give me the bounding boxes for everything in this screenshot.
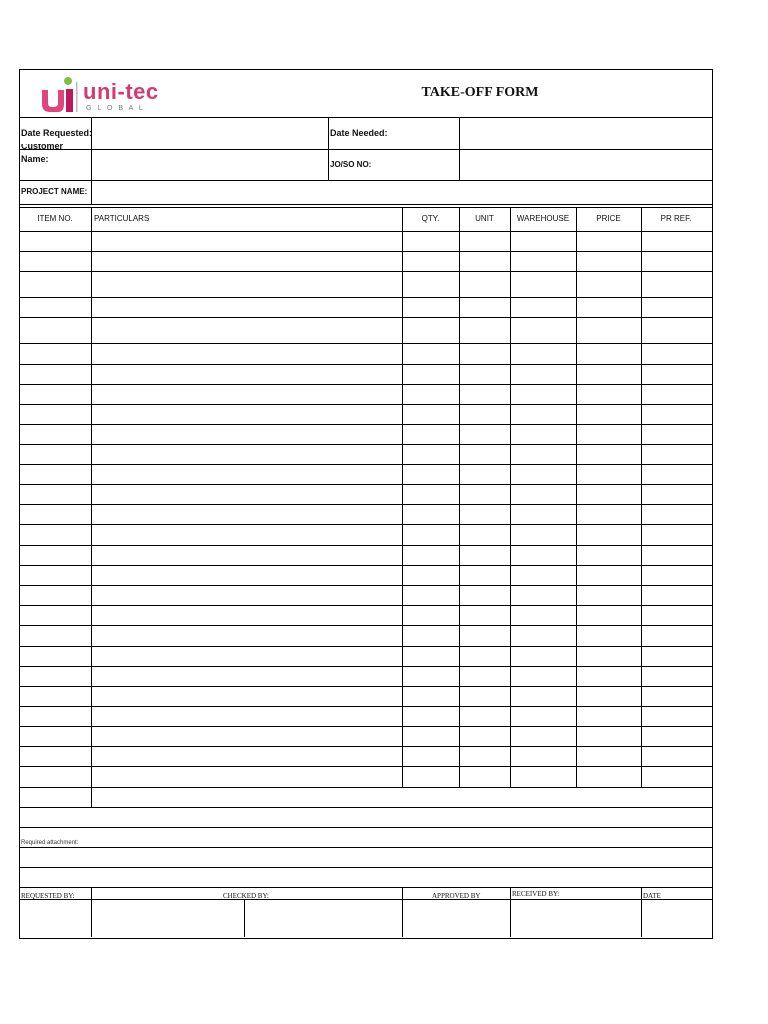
table-row xyxy=(19,343,712,344)
date-label: DATE xyxy=(643,892,661,900)
customer-name-field[interactable] xyxy=(92,150,328,180)
table-row xyxy=(19,504,712,505)
table-row xyxy=(19,827,712,828)
table-row xyxy=(19,364,712,365)
customer-name-label-top: Customer xyxy=(21,144,64,149)
table-row xyxy=(19,646,712,647)
received-by-signature-field[interactable] xyxy=(511,900,641,937)
date-signature-field[interactable] xyxy=(642,900,711,937)
table-row xyxy=(19,605,712,606)
approved-by-signature-field[interactable] xyxy=(403,900,510,937)
customer-name-label: Name: xyxy=(21,154,49,164)
table-row xyxy=(19,766,712,767)
column-header-unit: UNIT xyxy=(475,214,494,223)
date-requested-label: Date Requested: xyxy=(21,128,93,138)
table-row xyxy=(19,787,712,788)
table-row xyxy=(19,807,712,808)
table-row xyxy=(19,464,712,465)
jo-so-no-label: JO/SO NO: xyxy=(330,160,372,169)
table-row xyxy=(19,524,712,525)
company-logo xyxy=(40,74,180,114)
table-row xyxy=(19,867,712,868)
table-row xyxy=(19,231,712,232)
date-requested-field[interactable] xyxy=(92,118,328,149)
logo-sub-text: G L O B A L xyxy=(86,105,145,112)
table-row xyxy=(19,317,712,318)
column-header-qty: QTY. xyxy=(421,214,440,223)
table-row xyxy=(19,424,712,425)
column-header-pr-ref: PR REF. xyxy=(660,214,692,223)
column-header-price: PRICE xyxy=(596,214,621,223)
column-header-item-no: ITEM NO. xyxy=(37,214,73,223)
table-row xyxy=(19,271,712,272)
table-row xyxy=(19,625,712,626)
requested-by-signature-field[interactable] xyxy=(20,900,91,937)
approved-by-label: APPROVED BY xyxy=(432,892,481,900)
table-row xyxy=(19,484,712,485)
table-row xyxy=(19,444,712,445)
table-row xyxy=(19,404,712,405)
form-title: TAKE-OFF FORM xyxy=(421,85,539,100)
table-row xyxy=(19,251,712,252)
project-name-field[interactable] xyxy=(92,181,711,204)
table-row xyxy=(19,887,712,888)
table-row xyxy=(19,297,712,298)
jo-so-no-field[interactable] xyxy=(460,150,711,180)
date-needed-field[interactable] xyxy=(460,118,711,149)
required-attachment-label: Required attachment: xyxy=(21,840,79,846)
table-row xyxy=(19,726,712,727)
received-by-label: RECEIVED BY: xyxy=(512,890,560,898)
date-needed-label: Date Needed: xyxy=(330,128,388,138)
checked-by-signature-field[interactable] xyxy=(92,900,402,937)
table-row xyxy=(19,666,712,667)
logo-brand-text: uni-tec xyxy=(83,79,159,104)
table-row xyxy=(19,706,712,707)
table-row xyxy=(19,686,712,687)
column-header-warehouse: WAREHOUSE xyxy=(516,214,570,223)
table-row xyxy=(19,384,712,385)
table-row xyxy=(19,585,712,586)
checked-by-label: CHECKED BY: xyxy=(223,892,269,900)
project-name-label: PROJECT NAME: xyxy=(21,187,88,196)
table-row xyxy=(19,847,712,848)
column-header-particulars: PARTICULARS xyxy=(94,214,150,223)
requested-by-label: REQUESTED BY: xyxy=(21,892,75,900)
table-row xyxy=(19,545,712,546)
table-row xyxy=(19,746,712,747)
table-row xyxy=(19,565,712,566)
